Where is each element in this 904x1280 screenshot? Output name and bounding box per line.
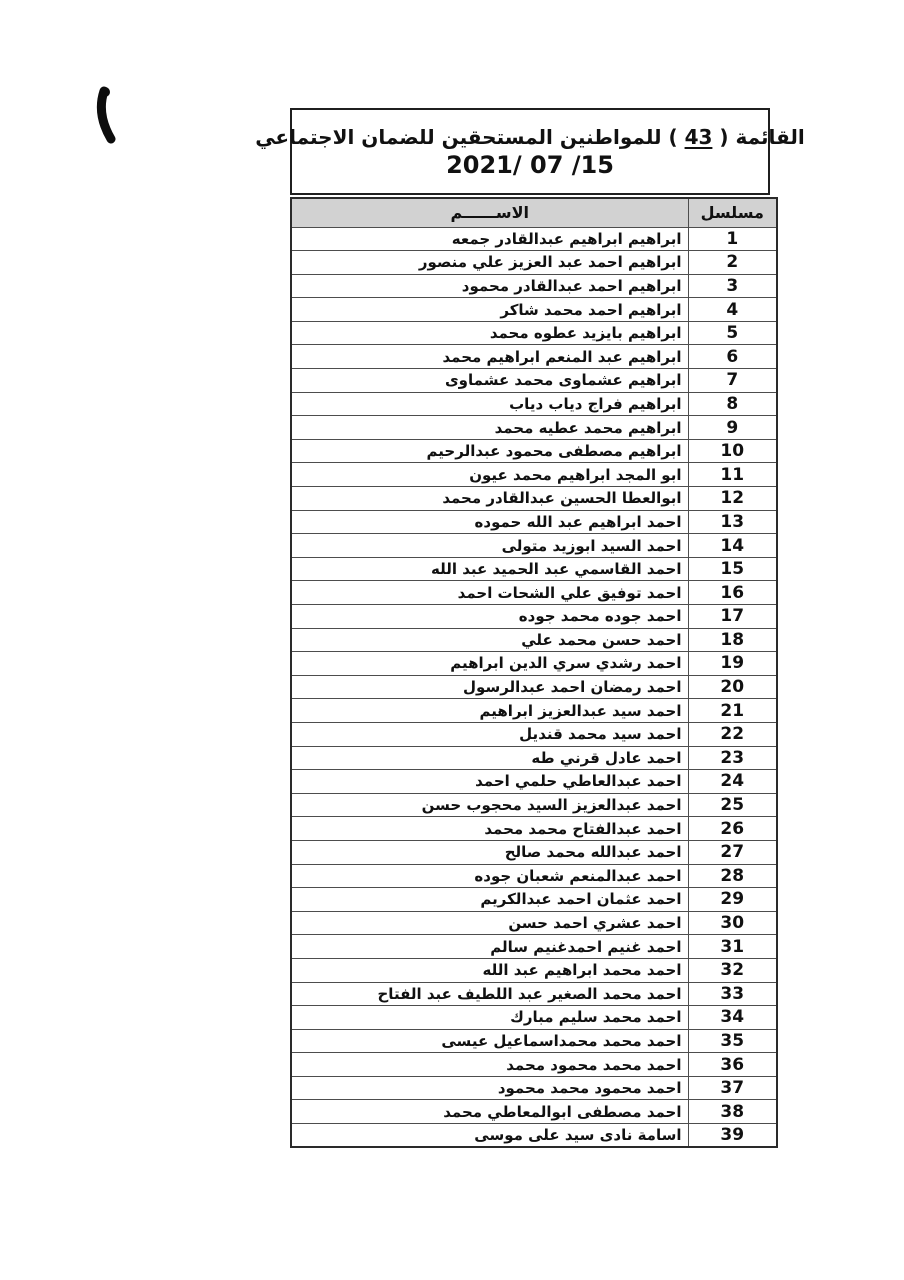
- serial-cell: 15: [688, 557, 777, 581]
- name-cell: احمد جوده محمد جوده: [291, 605, 688, 629]
- serial-column-header: مسلسل: [688, 198, 777, 227]
- name-cell: احمد عبدالعاطي حلمي احمد: [291, 770, 688, 794]
- list-title: [255, 123, 805, 151]
- serial-cell: 11: [688, 463, 777, 487]
- serial-cell: 34: [688, 1006, 777, 1030]
- serial-cell: 18: [688, 628, 777, 652]
- table-row: [291, 605, 777, 629]
- table-row: [291, 321, 777, 345]
- name-cell: احمد محمد سليم مبارك: [291, 1006, 688, 1030]
- table-row: [291, 652, 777, 676]
- name-cell: احمد عبدالعزيز السيد محجوب حسن: [291, 793, 688, 817]
- table-row: [291, 369, 777, 393]
- table-row: [291, 1124, 777, 1148]
- table-row: [291, 510, 777, 534]
- serial-cell: 22: [688, 722, 777, 746]
- table-row: [291, 958, 777, 982]
- table-row: [291, 864, 777, 888]
- name-cell: ابراهيم ابراهيم عبدالقادر جمعه: [291, 227, 688, 251]
- table-row: [291, 793, 777, 817]
- table-row: [291, 463, 777, 487]
- name-cell: ابراهيم فراج دياب دياب: [291, 392, 688, 416]
- name-cell: احمد عادل قرني طه: [291, 746, 688, 770]
- serial-cell: 20: [688, 675, 777, 699]
- serial-cell: 38: [688, 1100, 777, 1124]
- serial-cell: 2: [688, 251, 777, 275]
- table-row: [291, 675, 777, 699]
- name-cell: احمد غنيم احمدغنيم سالم: [291, 935, 688, 959]
- name-cell: احمد سيد محمد قنديل: [291, 722, 688, 746]
- serial-cell: 12: [688, 487, 777, 511]
- list-title-prefix: القائمة (: [712, 125, 805, 150]
- serial-cell: 8: [688, 392, 777, 416]
- table-row: [291, 840, 777, 864]
- serial-cell: 9: [688, 416, 777, 440]
- table-row: [291, 487, 777, 511]
- handwritten-page-number-one: [92, 86, 124, 144]
- table-row: [291, 746, 777, 770]
- serial-cell: 32: [688, 958, 777, 982]
- serial-cell: 39: [688, 1124, 777, 1148]
- name-cell: ابراهيم بايزيد عطوه محمد: [291, 321, 688, 345]
- name-cell: احمد محمد الصغير عبد اللطيف عبد الفتاح: [291, 982, 688, 1006]
- name-cell: ابراهيم احمد محمد شاكر: [291, 298, 688, 322]
- table-row: [291, 581, 777, 605]
- names-table-header: [291, 198, 777, 227]
- name-cell: احمد محمد محمود محمد: [291, 1053, 688, 1077]
- table-row: [291, 345, 777, 369]
- name-cell: احمد عبدالمنعم شعبان جوده: [291, 864, 688, 888]
- serial-cell: 4: [688, 298, 777, 322]
- list-title-box: [255, 108, 805, 195]
- serial-cell: 35: [688, 1029, 777, 1053]
- name-cell: احمد رمضان احمد عبدالرسول: [291, 675, 688, 699]
- name-cell: احمد محمد ابراهيم عبد الله: [291, 958, 688, 982]
- table-row: [291, 298, 777, 322]
- header-row: [291, 198, 777, 227]
- name-cell: ابوالعطا الحسين عبدالقادر محمد: [291, 487, 688, 511]
- name-cell: احمد ابراهيم عبد الله حموده: [291, 510, 688, 534]
- serial-cell: 1: [688, 227, 777, 251]
- name-cell: احمد توفيق علي الشحات احمد: [291, 581, 688, 605]
- table-row: [291, 227, 777, 251]
- name-cell: احمد عبدالله محمد صالح: [291, 840, 688, 864]
- serial-cell: 17: [688, 605, 777, 629]
- serial-cell: 16: [688, 581, 777, 605]
- name-cell: احمد حسن محمد علي: [291, 628, 688, 652]
- name-cell: ابراهيم احمد عبدالقادر محمود: [291, 274, 688, 298]
- table-row: [291, 557, 777, 581]
- table-row: [291, 935, 777, 959]
- name-cell: احمد محمد محمداسماعيل عيسى: [291, 1029, 688, 1053]
- table-row: [291, 1006, 777, 1030]
- serial-cell: 7: [688, 369, 777, 393]
- name-cell: احمد محمود محمد محمود: [291, 1076, 688, 1100]
- serial-cell: 14: [688, 534, 777, 558]
- list-date: 2021/ 07 /15: [446, 151, 614, 180]
- arabic-one-icon: [92, 86, 124, 144]
- serial-cell: 31: [688, 935, 777, 959]
- name-cell: احمد القاسمي عبد الحميد عبد الله: [291, 557, 688, 581]
- table-row: [291, 274, 777, 298]
- table-row: [291, 416, 777, 440]
- name-cell: ابراهيم مصطفى محمود عبدالرحيم: [291, 439, 688, 463]
- name-cell: ابراهيم عشماوى محمد عشماوى: [291, 369, 688, 393]
- serial-cell: 36: [688, 1053, 777, 1077]
- name-cell: ابراهيم احمد عبد العزيز علي منصور: [291, 251, 688, 275]
- table-row: [291, 888, 777, 912]
- name-column-header: الاســــــم: [291, 198, 688, 227]
- serial-cell: 26: [688, 817, 777, 841]
- serial-cell: 30: [688, 911, 777, 935]
- table-row: [291, 628, 777, 652]
- table-row: [291, 911, 777, 935]
- name-cell: احمد عبدالفتاح محمد محمد: [291, 817, 688, 841]
- name-cell: احمد السيد ابوزيد متولى: [291, 534, 688, 558]
- table-row: [291, 1100, 777, 1124]
- name-cell: احمد سيد عبدالعزيز ابراهيم: [291, 699, 688, 723]
- table-row: [291, 1029, 777, 1053]
- table-row: [291, 1053, 777, 1077]
- table-row: [291, 251, 777, 275]
- serial-cell: 21: [688, 699, 777, 723]
- serial-cell: 23: [688, 746, 777, 770]
- list-title-suffix: ) للمواطنين المستحقين للضمان الاجتماعي: [255, 125, 685, 150]
- serial-cell: 25: [688, 793, 777, 817]
- table-row: [291, 770, 777, 794]
- serial-cell: 6: [688, 345, 777, 369]
- serial-cell: 10: [688, 439, 777, 463]
- serial-cell: 3: [688, 274, 777, 298]
- table-row: [291, 1076, 777, 1100]
- table-row: [291, 699, 777, 723]
- name-cell: اسامة نادى سيد على موسى: [291, 1124, 688, 1148]
- name-cell: احمد عثمان احمد عبدالكريم: [291, 888, 688, 912]
- serial-cell: 28: [688, 864, 777, 888]
- name-cell: احمد عشري احمد حسن: [291, 911, 688, 935]
- list-number: 43: [684, 125, 713, 150]
- name-cell: احمد مصطفى ابوالمعاطي محمد: [291, 1100, 688, 1124]
- serial-cell: 29: [688, 888, 777, 912]
- name-cell: احمد رشدي سري الدين ابراهيم: [291, 652, 688, 676]
- serial-cell: 33: [688, 982, 777, 1006]
- serial-cell: 37: [688, 1076, 777, 1100]
- names-table-body: [291, 227, 777, 1147]
- serial-cell: 27: [688, 840, 777, 864]
- name-cell: ابراهيم عبد المنعم ابراهيم محمد: [291, 345, 688, 369]
- names-table: [290, 197, 778, 1148]
- table-row: [291, 439, 777, 463]
- table-row: [291, 392, 777, 416]
- table-row: [291, 722, 777, 746]
- serial-cell: 19: [688, 652, 777, 676]
- serial-cell: 13: [688, 510, 777, 534]
- name-cell: ابو المجد ابراهيم محمد عيون: [291, 463, 688, 487]
- serial-cell: 24: [688, 770, 777, 794]
- name-cell: ابراهيم محمد عطيه محمد: [291, 416, 688, 440]
- table-row: [291, 534, 777, 558]
- table-row: [291, 982, 777, 1006]
- serial-cell: 5: [688, 321, 777, 345]
- table-row: [291, 817, 777, 841]
